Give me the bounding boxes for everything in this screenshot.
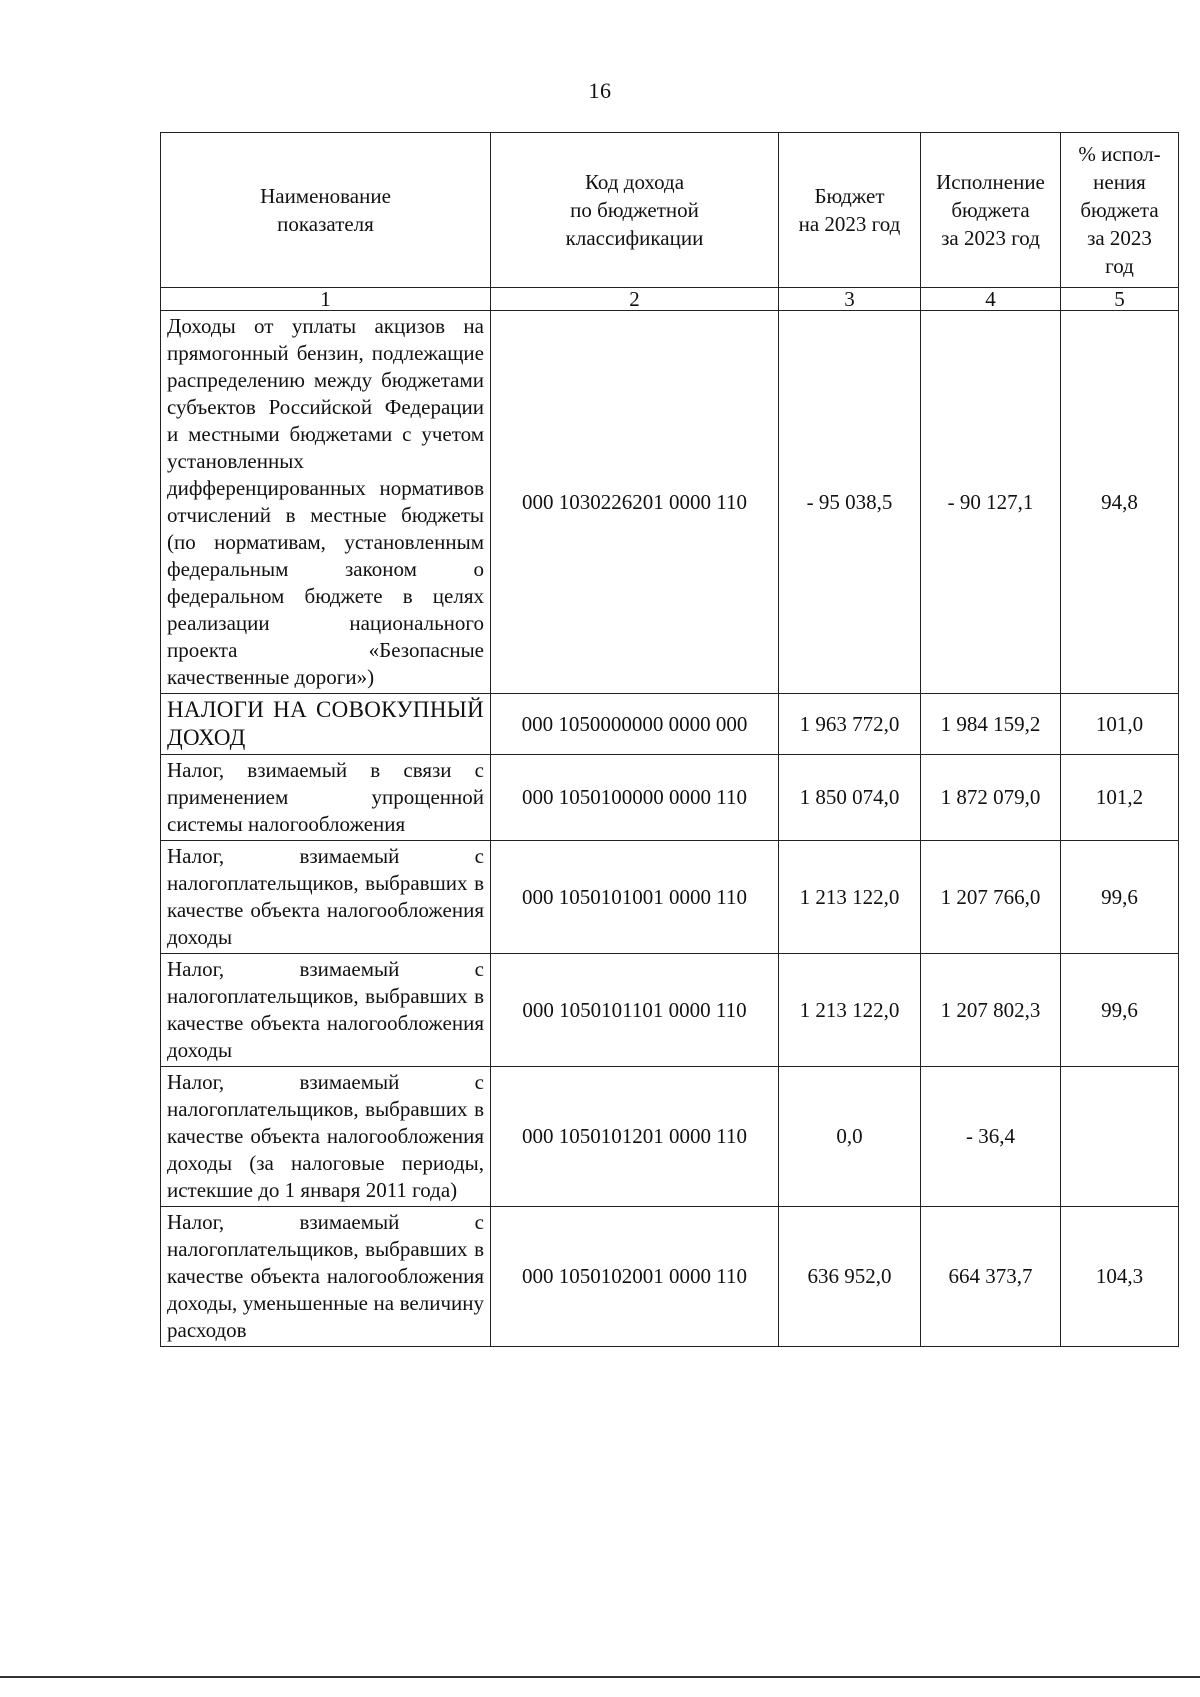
column-number: 4 [921,288,1061,311]
header-budget [779,133,921,288]
table-row [161,1067,1179,1207]
row-code: 000 1050101101 0000 110 [491,954,779,1067]
row-execution: 1 207 802,3 [921,954,1061,1067]
table-row [161,954,1179,1067]
row-name: НАЛОГИ НА СОВОКУПНЫЙ ДОХОД [161,694,491,755]
row-percent: 99,6 [1061,841,1179,954]
row-execution: 1 207 766,0 [921,841,1061,954]
column-number: 3 [779,288,921,311]
row-code: 000 1050000000 0000 000 [491,694,779,755]
row-budget: 1 963 772,0 [779,694,921,755]
row-budget: - 95 038,5 [779,311,921,694]
header-percent [1061,133,1179,288]
row-percent: 94,8 [1061,311,1179,694]
column-number: 5 [1061,288,1179,311]
row-name: Налог, взимаемый с налогоплательщиков, выбравших в качестве объекта налогообложения доходы, уменьшенные на величину расходов [161,1207,491,1347]
header-line: Наименование [260,184,391,208]
column-number-row [161,288,1179,311]
row-name: Доходы от уплаты акцизов на прямогонный бензин, подлежащие распределению между бюджетами субъектов Российской Федерации и местными бюджетами с учетом установленных дифференцированных нормативов отчислений в местные бюджеты (по нормативам, установленным федеральным законом о федеральном бюджете в целях реализации национального проекта «Безопасные качественные дороги») [161,311,491,694]
table-row [161,311,1179,694]
row-budget: 1 213 122,0 [779,954,921,1067]
header-line: % испол- [1078,142,1161,166]
row-budget: 636 952,0 [779,1207,921,1347]
row-code: 000 1030226201 0000 110 [491,311,779,694]
row-percent: 99,6 [1061,954,1179,1067]
table-row [161,1207,1179,1347]
header-line: за 2023 год [941,226,1040,250]
column-number: 1 [161,288,491,311]
header-line: нения [1093,170,1146,194]
row-budget: 1 850 074,0 [779,755,921,841]
row-execution: 1 872 079,0 [921,755,1061,841]
header-line: на 2023 год [798,212,901,236]
row-name: Налог, взимаемый с налогоплательщиков, выбравших в качестве объекта налогообложения доходы (за налоговые периоды, истекшие до 1 января 2011 года) [161,1067,491,1207]
header-line: год [1105,254,1134,278]
header-line: классификации [565,226,704,250]
page-bottom-divider [0,1676,1200,1678]
column-number: 2 [491,288,779,311]
row-execution: - 90 127,1 [921,311,1061,694]
row-name: Налог, взимаемый с налогоплательщиков, выбравших в качестве объекта налогообложения доходы [161,841,491,954]
budget-table [160,132,1179,1347]
page-number: 16 [588,78,612,103]
row-code: 000 1050101201 0000 110 [491,1067,779,1207]
row-percent: 101,2 [1061,755,1179,841]
header-line: по бюджетной [570,198,699,222]
header-line: за 2023 [1087,226,1152,250]
header-income-code [491,133,779,288]
row-code: 000 1050101001 0000 110 [491,841,779,954]
row-name: Налог, взимаемый в связи с применением упрощенной системы налогообложения [161,755,491,841]
header-line: бюджета [951,198,1030,222]
row-budget: 0,0 [779,1067,921,1207]
row-name: Налог, взимаемый с налогоплательщиков, выбравших в качестве объекта налогообложения доходы [161,954,491,1067]
header-line: Бюджет [814,184,885,208]
row-execution: 1 984 159,2 [921,694,1061,755]
header-line: бюджета [1080,198,1159,222]
row-percent: 101,0 [1061,694,1179,755]
table-header-row [161,133,1179,288]
row-code: 000 1050100000 0000 110 [491,755,779,841]
row-code: 000 1050102001 0000 110 [491,1207,779,1347]
table-row [161,694,1179,755]
row-budget: 1 213 122,0 [779,841,921,954]
header-line: Исполнение [936,170,1045,194]
header-line: показателя [277,212,374,236]
header-line: Код дохода [584,170,685,194]
row-execution: 664 373,7 [921,1207,1061,1347]
table-row [161,841,1179,954]
header-execution [921,133,1061,288]
row-execution: - 36,4 [921,1067,1061,1207]
row-percent [1061,1067,1179,1207]
row-percent: 104,3 [1061,1207,1179,1347]
table-row [161,755,1179,841]
header-indicator-name [161,133,491,288]
